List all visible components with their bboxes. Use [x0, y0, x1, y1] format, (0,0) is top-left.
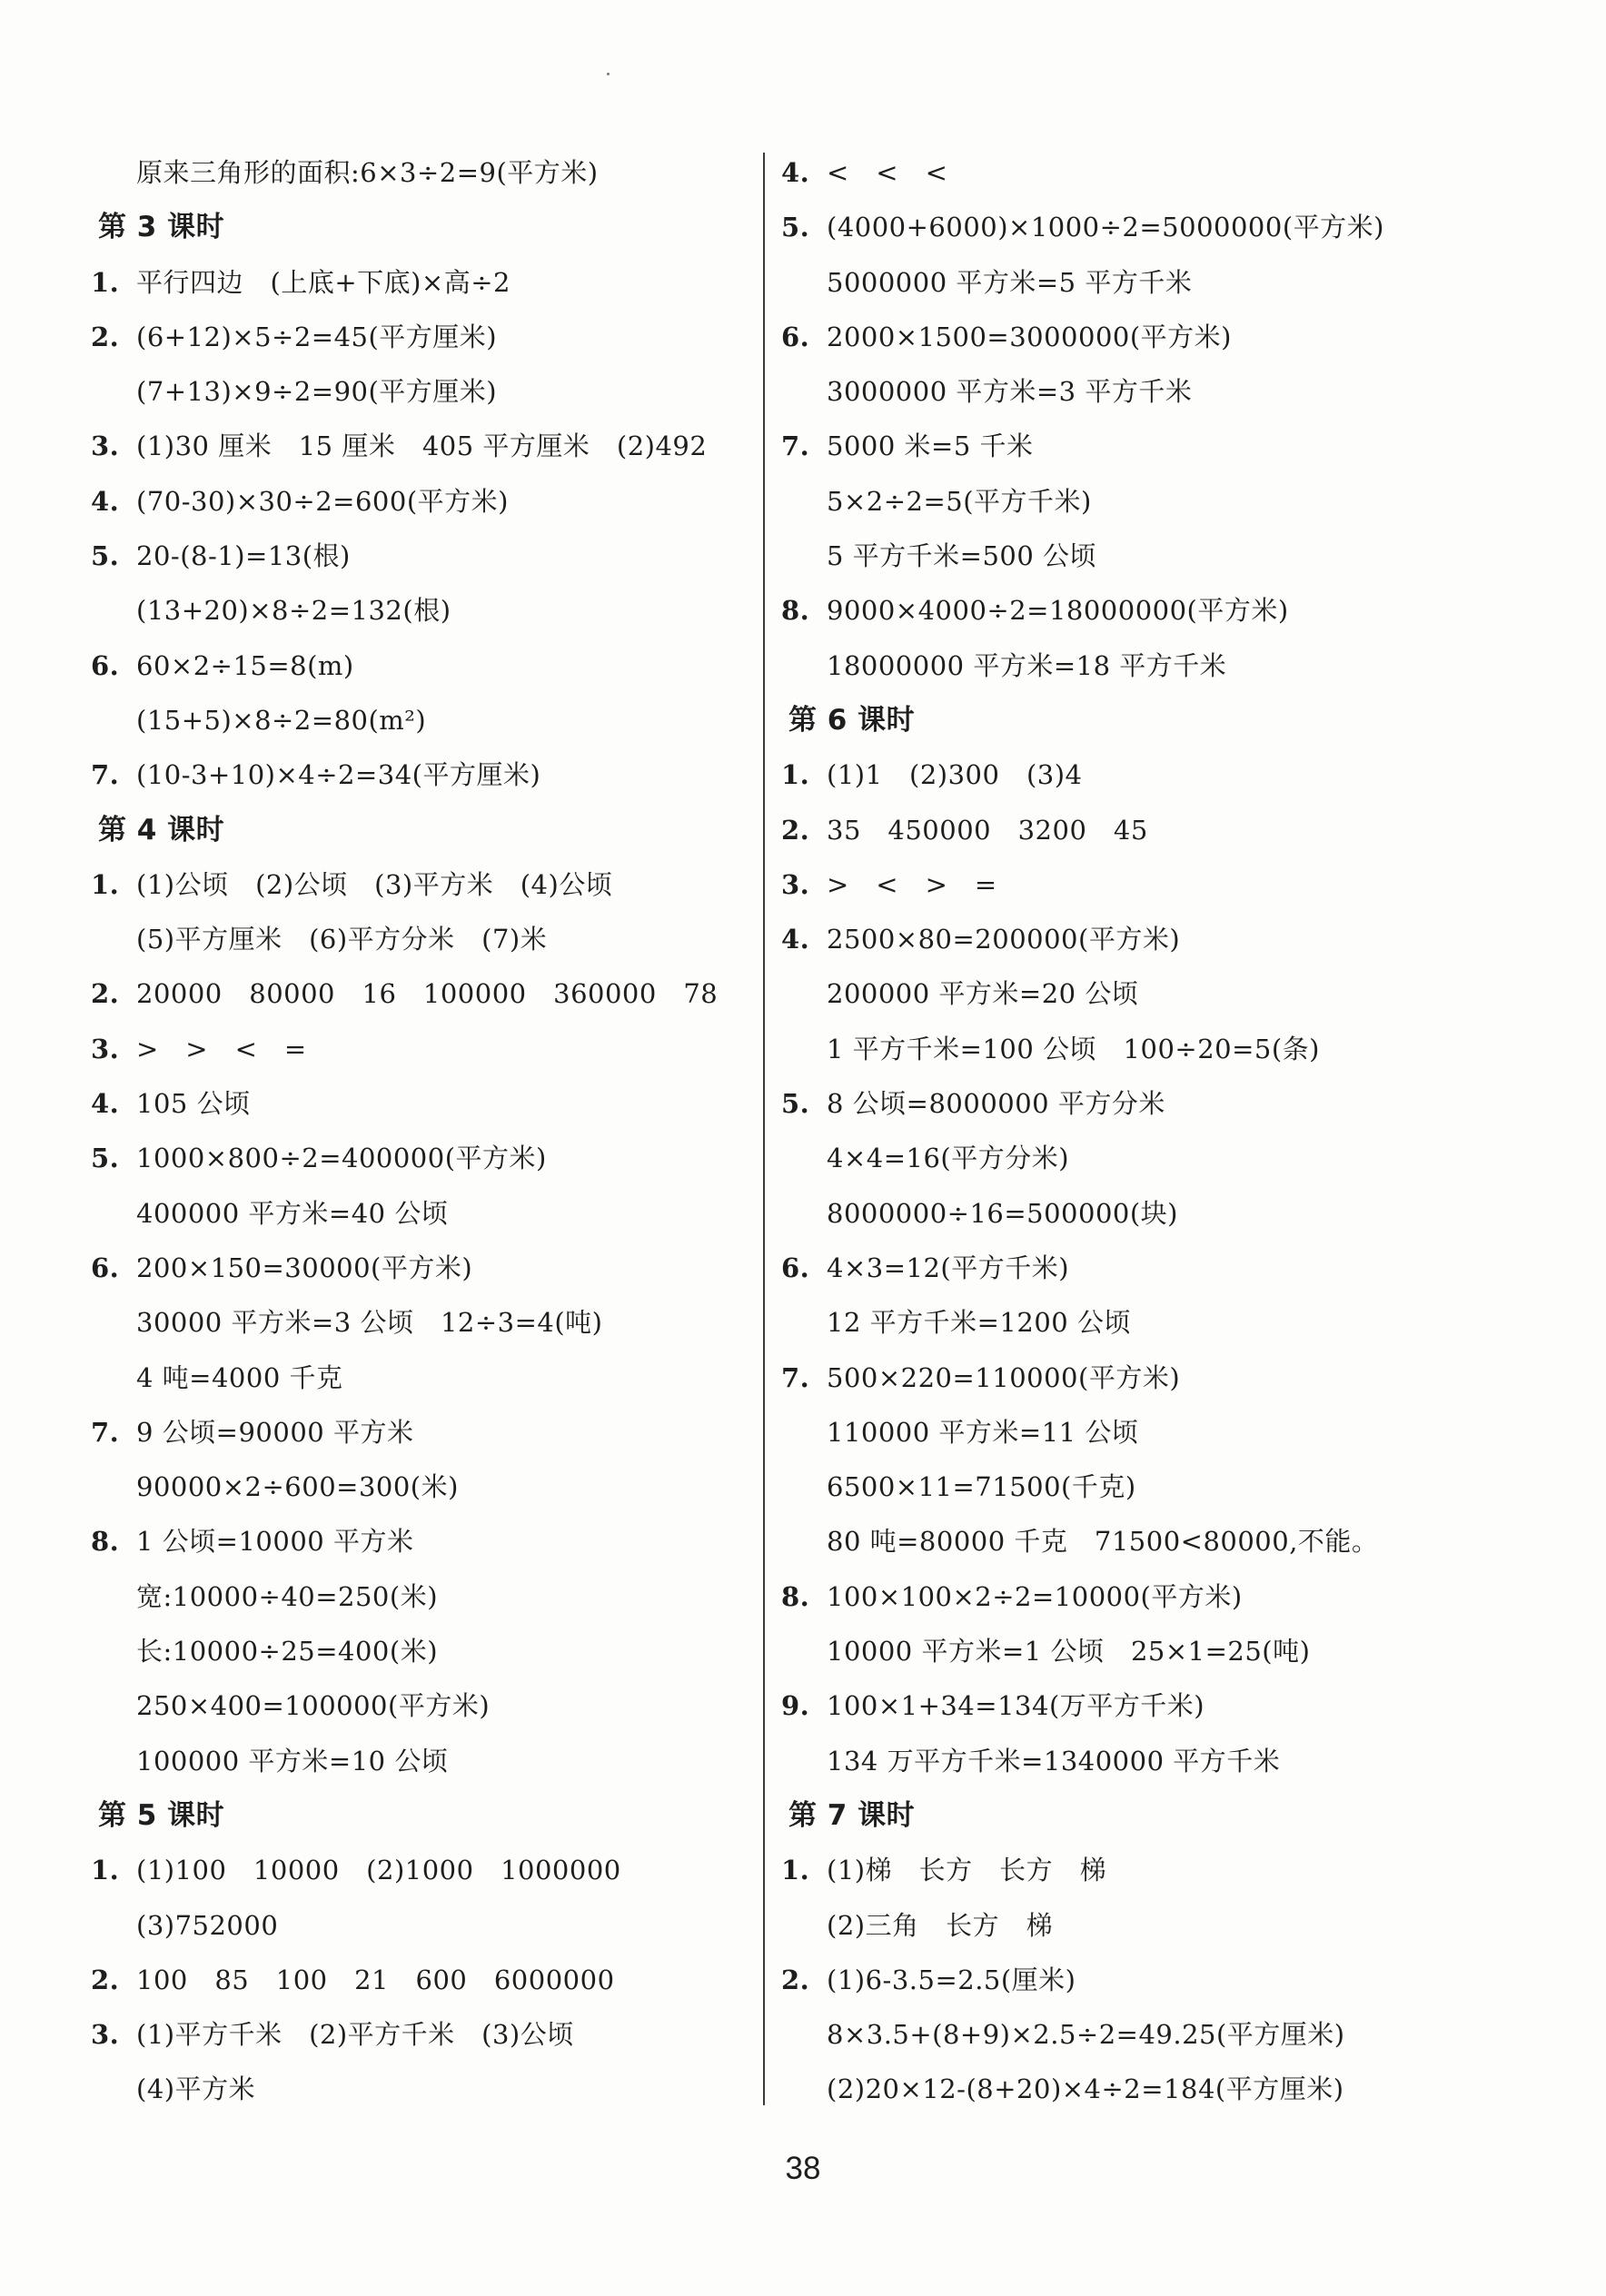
answer-continuation: 90000×2÷600=300(米): [136, 1471, 459, 1503]
answer-item: [91, 1131, 754, 1185]
item-number: 1.: [91, 868, 120, 900]
left-column: [91, 145, 754, 2117]
section-heading: 第 4 课时: [98, 813, 225, 846]
answer-continuation: 5 平方千米=500 公顷: [827, 540, 1097, 572]
answer-item: [91, 474, 754, 529]
answer-item: [91, 1076, 754, 1131]
item-text: 1000×800÷2=400000(平方米): [136, 1143, 547, 1174]
item-text: 1 公顷=10000 平方米: [136, 1526, 414, 1558]
answer-continuation: (4)平方米: [136, 2073, 256, 2105]
answer-item: [781, 419, 1562, 473]
item-text: 60×2÷15=8(m): [136, 649, 354, 681]
item-text: (10-3+10)×4÷2=34(平方厘米): [136, 759, 541, 791]
item-text: (6+12)×5÷2=45(平方厘米): [136, 321, 498, 352]
answer-continuation: 原来三角形的面积:6×3÷2=9(平方米): [136, 157, 599, 188]
item-text: 平行四边 (上底+下底)×高÷2: [136, 266, 511, 298]
item-number: 6.: [781, 1252, 810, 1283]
item-number: 5.: [781, 212, 810, 243]
answer-item: [91, 529, 754, 583]
item-number: 2.: [781, 1964, 810, 1995]
item-number: 2.: [91, 978, 120, 1010]
item-text: (1)6-3.5=2.5(厘米): [827, 1964, 1076, 1995]
item-text: > > < =: [136, 1033, 307, 1064]
answer-item: [781, 200, 1562, 254]
column-divider: [763, 153, 765, 2105]
answer-item: [781, 1569, 1562, 1624]
item-text: 20000 80000 16 100000 360000 78: [136, 978, 719, 1010]
item-number: 3.: [91, 2019, 120, 2051]
item-number: 6.: [91, 649, 120, 681]
answer-item: [91, 310, 754, 364]
answer-continuation: 12 平方千米=1200 公顷: [827, 1307, 1131, 1339]
answer-continuation: 宽:10000÷40=250(米): [136, 1580, 439, 1612]
answer-item: [91, 857, 754, 912]
section-heading: 第 7 课时: [788, 1798, 916, 1832]
item-number: 4.: [781, 924, 810, 955]
answer-continuation: 100000 平方米=10 公顷: [136, 1745, 449, 1776]
answer-item: [781, 803, 1562, 857]
item-number: 9.: [781, 1690, 810, 1722]
item-text: 8 公顷=8000000 平方分米: [827, 1088, 1165, 1120]
answer-item: [91, 2007, 754, 2062]
item-number: 8.: [781, 1580, 810, 1612]
answer-continuation: 4 吨=4000 千克: [136, 1361, 343, 1393]
item-text: 20-(8-1)=13(根): [136, 540, 351, 572]
answer-item: [91, 1405, 754, 1460]
answer-item: [91, 1953, 754, 2007]
answer-continuation: 8×3.5+(8+9)×2.5÷2=49.25(平方厘米): [827, 2019, 1345, 2051]
answer-continuation: 18000000 平方米=18 平方千米: [827, 649, 1227, 681]
item-number: 8.: [781, 595, 810, 627]
item-number: 2.: [91, 1964, 120, 1995]
answer-continuation: (2)20×12-(8+20)×4÷2=184(平方厘米): [827, 2073, 1344, 2105]
answer-continuation: 1 平方千米=100 公顷 100÷20=5(条): [827, 1033, 1320, 1064]
answer-continuation: 长:10000÷25=400(米): [136, 1636, 439, 1668]
section-heading: 第 3 课时: [98, 211, 225, 244]
item-number: 1.: [91, 266, 120, 298]
item-text: 500×220=110000(平方米): [827, 1361, 1181, 1393]
answer-continuation: (5)平方厘米 (6)平方分米 (7)米: [136, 924, 548, 955]
answer-item: [781, 310, 1562, 364]
answer-item: [781, 1076, 1562, 1131]
page-number: 38: [785, 2151, 821, 2186]
item-text: 4×3=12(平方千米): [827, 1252, 1070, 1283]
item-text: 100×100×2÷2=10000(平方米): [827, 1580, 1243, 1612]
print-speck: [607, 73, 610, 75]
section-heading: 第 6 课时: [788, 703, 916, 737]
item-number: 4.: [91, 485, 120, 517]
item-number: 1.: [781, 1855, 810, 1886]
answer-item: [781, 583, 1562, 638]
answer-item: [781, 1351, 1562, 1405]
answer-continuation: 3000000 平方米=3 平方千米: [827, 376, 1193, 408]
item-text: (70-30)×30÷2=600(平方米): [136, 485, 509, 517]
answer-item: [91, 638, 754, 693]
item-text: 105 公顷: [136, 1088, 251, 1120]
item-number: 5.: [91, 540, 120, 572]
answer-continuation: 5×2÷2=5(平方千米): [827, 485, 1092, 517]
answer-continuation: (2)三角 长方 梯: [827, 1909, 1054, 1941]
item-text: 9 公顷=90000 平方米: [136, 1416, 414, 1448]
answer-item: [91, 966, 754, 1021]
item-number: 7.: [781, 1361, 810, 1393]
right-column: [781, 145, 1562, 2117]
answer-continuation: 30000 平方米=3 公顷 12÷3=4(吨): [136, 1307, 603, 1339]
item-text: (1)公顷 (2)公顷 (3)平方米 (4)公顷: [136, 868, 613, 900]
item-text: 2000×1500=3000000(平方米): [827, 321, 1232, 352]
answer-item: [781, 912, 1562, 966]
item-text: (1)30 厘米 15 厘米 405 平方厘米 (2)492: [136, 430, 708, 462]
answer-continuation: 4×4=16(平方分米): [827, 1143, 1070, 1174]
item-text: 35 450000 3200 45: [827, 814, 1148, 846]
answer-continuation: (15+5)×8÷2=80(m²): [136, 704, 427, 736]
answer-continuation: 8000000÷16=500000(块): [827, 1197, 1178, 1229]
answer-item: [781, 1843, 1562, 1897]
item-number: 7.: [781, 430, 810, 462]
item-text: (1)100 10000 (2)1000 1000000: [136, 1855, 621, 1886]
item-number: 5.: [781, 1088, 810, 1120]
item-number: 3.: [91, 430, 120, 462]
item-text: 5000 米=5 千米: [827, 430, 1034, 462]
item-number: 1.: [781, 759, 810, 791]
item-text: 2500×80=200000(平方米): [827, 924, 1181, 955]
answer-continuation: 80 吨=80000 千克 71500<80000,不能。: [827, 1526, 1379, 1558]
answer-item: [781, 1953, 1562, 2007]
item-number: 1.: [91, 1855, 120, 1886]
item-number: 7.: [91, 1416, 120, 1448]
section-heading: 第 5 课时: [98, 1798, 225, 1832]
answer-continuation: 200000 平方米=20 公顷: [827, 978, 1139, 1010]
item-number: 3.: [91, 1033, 120, 1064]
answer-item: [91, 1843, 754, 1897]
answer-item: [781, 857, 1562, 912]
item-text: 200×150=30000(平方米): [136, 1252, 473, 1283]
item-number: 2.: [91, 321, 120, 352]
item-number: 4.: [781, 157, 810, 188]
item-text: (4000+6000)×1000÷2=5000000(平方米): [827, 212, 1384, 243]
answer-item: [91, 1514, 754, 1569]
answer-item: [781, 145, 1562, 200]
answer-item: [91, 747, 754, 802]
answer-item: [91, 255, 754, 310]
item-text: > < > =: [827, 868, 997, 900]
item-text: (1)梯 长方 长方 梯: [827, 1855, 1107, 1886]
item-text: (1)1 (2)300 (3)4: [827, 759, 1083, 791]
item-number: 4.: [91, 1088, 120, 1120]
answer-continuation: (3)752000: [136, 1909, 279, 1941]
item-number: 8.: [91, 1526, 120, 1558]
item-text: 100×1+34=134(万平方千米): [827, 1690, 1205, 1722]
item-number: 5.: [91, 1143, 120, 1174]
item-number: 6.: [781, 321, 810, 352]
item-text: 100 85 100 21 600 6000000: [136, 1964, 615, 1995]
answer-continuation: 134 万平方千米=1340000 平方千米: [827, 1745, 1281, 1776]
answer-item: [91, 419, 754, 473]
item-text: (1)平方千米 (2)平方千米 (3)公顷: [136, 2019, 574, 2051]
item-number: 6.: [91, 1252, 120, 1283]
answer-item: [781, 747, 1562, 802]
answer-continuation: 10000 平方米=1 公顷 25×1=25(吨): [827, 1636, 1311, 1668]
answer-continuation: 110000 平方米=11 公顷: [827, 1416, 1139, 1448]
answer-continuation: (7+13)×9÷2=90(平方厘米): [136, 376, 498, 408]
answer-item: [91, 1022, 754, 1076]
answer-item: [781, 1241, 1562, 1295]
item-number: 7.: [91, 759, 120, 791]
answer-continuation: (13+20)×8÷2=132(根): [136, 595, 451, 627]
answer-continuation: 400000 平方米=40 公顷: [136, 1197, 449, 1229]
answer-continuation: 5000000 平方米=5 平方千米: [827, 266, 1193, 298]
answer-continuation: 6500×11=71500(千克): [827, 1471, 1136, 1503]
item-number: 3.: [781, 868, 810, 900]
item-number: 2.: [781, 814, 810, 846]
answer-item: [781, 1678, 1562, 1733]
item-text: < < <: [827, 157, 948, 188]
item-text: 9000×4000÷2=18000000(平方米): [827, 595, 1289, 627]
answer-continuation: 250×400=100000(平方米): [136, 1690, 491, 1722]
answer-item: [91, 1241, 754, 1295]
